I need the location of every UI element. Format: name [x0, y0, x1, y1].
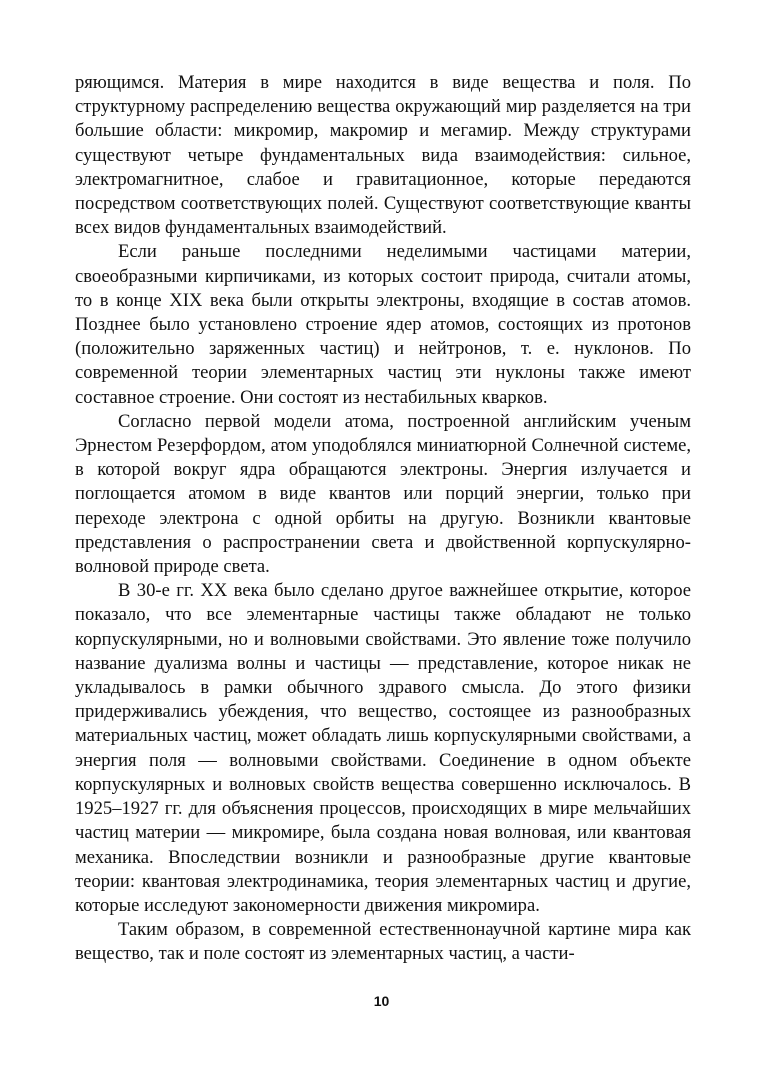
paragraph-4: В 30-е гг. XX века было сделано другое важнейшее открытие, которое показало, что все элементарные частицы также обладают не только корпускулярными, но и волновыми свойствами. Это явление тоже получило название дуализма волны и частицы — представление, которое никак не укладывалось в рамки обычного здравого смысла. До этого физики придерживались убеждения, что вещество, состоящее из разнообразных материальных частиц, может обладать лишь корпускулярными свойствами, а энергия поля — волновыми свойствами. Соединение в одном объекте корпускулярных и волновых свойств вещества совершенно исключалось. В 1925–1927 гг. для объяснения процессов, происходящих в мире мельчайших частиц материи — микромире, была создана новая волновая, или квантовая механика. Впоследствии возникли и разнообразные другие квантовые теории: квантовая электродинамика, теория элементарных частиц и другие, которые исследуют закономерности движения микромира.: [75, 580, 691, 916]
paragraph-2: Если раньше последними неделимыми частицами материи, своеобразными кирпичиками, из которых состоит природа, считали атомы, то в конце XIX века были открыты электроны, входящие в состав атомов. Позднее было установлено строение ядер атомов, состоящих из протонов (положительно заряженных частиц) и нейтронов, т. е. нуклонов. По современной теории элементарных частиц эти нуклоны также имеют составное строение. Они состоят из нестабильных кварков.: [75, 241, 691, 408]
paragraph-3: Согласно первой модели атома, построенной английским ученым Эрнестом Резерфордом, атом уподоблялся миниатюрной Солнечной системе, в которой вокруг ядра обращаются электроны. Энергия излучается и поглощается атомом в виде квантов или порций энергии, только при переходе электрона с одной орбиты на другую. Возникли квантовые представления о распространении света и двойственной корпускулярно-волновой природе света.: [75, 410, 691, 578]
page-body: [75, 71, 691, 967]
paragraph-1: ряющимся. Материя в мире находится в виде вещества и поля. По структурному распределению вещества окружающий мир разделяется на три большие области: микромир, макромир и мегамир. Между структурами существуют четыре фундаментальных вида взаимодействия: сильное, электромагнитное, слабое и гравитационное, которые передаются посредством соответствующих полей. Существуют соответствующие кванты всех видов фундаментальных взаимодействий.: [75, 72, 691, 239]
paragraph-5: Таким образом, в современной естественнонаучной картине мира как вещество, так и поле состоят из элементарных частиц, а части-: [75, 919, 691, 965]
page-number: 10: [373, 993, 390, 1009]
